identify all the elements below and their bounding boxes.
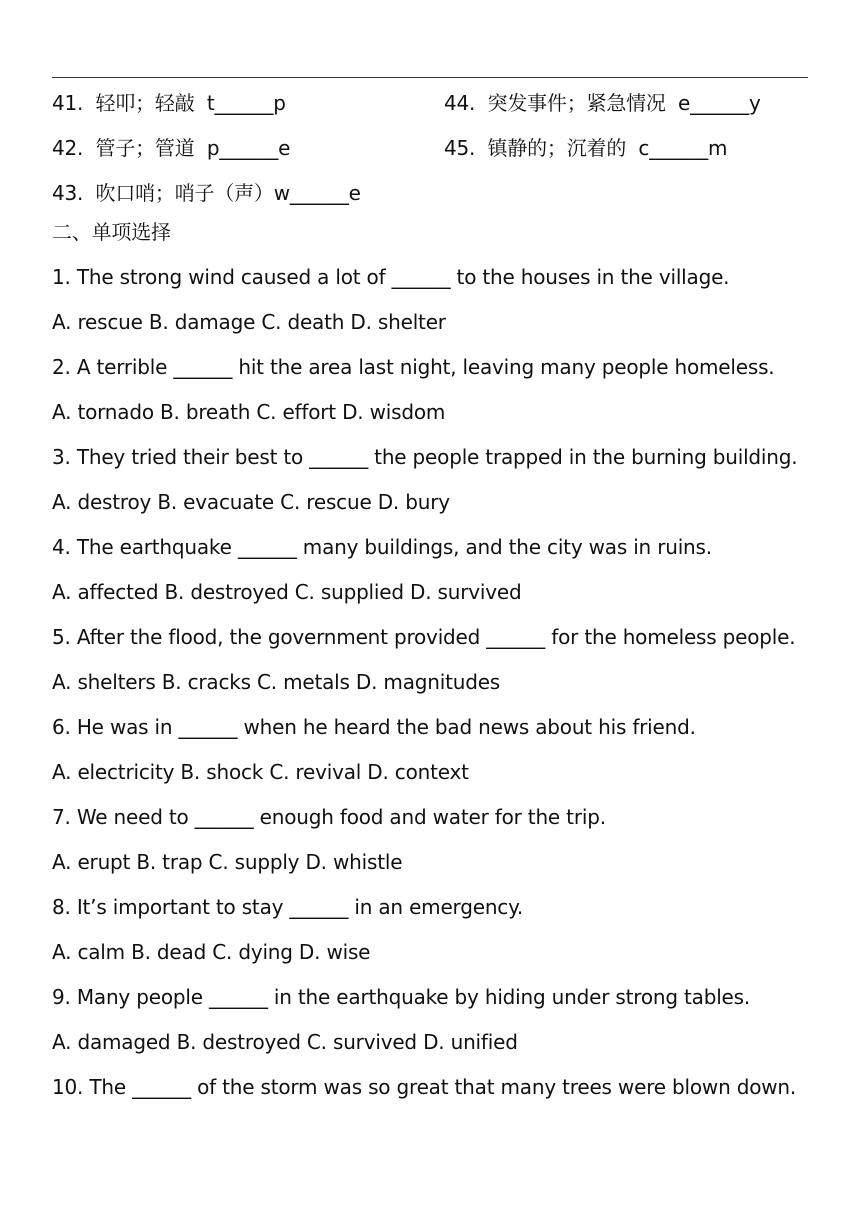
vocab-item-43: 43. 吹口哨；哨子（声）w______e — [52, 181, 361, 205]
vocab-item-45: 45. 镇静的；沉着的 c______m — [444, 136, 728, 160]
question-9-options: A. damaged B. destroyed C. survived D. unified — [52, 1030, 518, 1054]
top-divider — [52, 77, 808, 78]
question-7-options: A. erupt B. trap C. supply D. whistle — [52, 850, 403, 874]
question-9-stem: 9. Many people ______ in the earthquake by hiding under strong tables. — [52, 985, 751, 1009]
question-3-options: A. destroy B. evacuate C. rescue D. bury — [52, 490, 450, 514]
question-4-stem: 4. The earthquake ______ many buildings, and the city was in ruins. — [52, 535, 712, 559]
question-3-stem: 3. They tried their best to ______ the people trapped in the burning building. — [52, 445, 798, 469]
question-10-stem: 10. The ______ of the storm was so great that many trees were blown down. — [52, 1075, 797, 1099]
question-5-stem: 5. After the flood, the government provided ______ for the homeless people. — [52, 625, 796, 649]
question-1-stem: 1. The strong wind caused a lot of ______ to the houses in the village. — [52, 265, 730, 289]
section-title: 二、单项选择 — [52, 220, 171, 244]
question-1-options: A. rescue B. damage C. death D. shelter — [52, 310, 446, 334]
question-2-stem: 2. A terrible ______ hit the area last night, leaving many people homeless. — [52, 355, 775, 379]
question-8-stem: 8. It’s important to stay ______ in an emergency. — [52, 895, 524, 919]
question-6-stem: 6. He was in ______ when he heard the bad news about his friend. — [52, 715, 696, 739]
vocab-item-42: 42. 管子；管道 p______e — [52, 136, 291, 160]
question-8-options: A. calm B. dead C. dying D. wise — [52, 940, 371, 964]
question-2-options: A. tornado B. breath C. effort D. wisdom — [52, 400, 446, 424]
question-7-stem: 7. We need to ______ enough food and water for the trip. — [52, 805, 606, 829]
vocab-item-44: 44. 突发事件；紧急情况 e______y — [444, 91, 761, 115]
vocab-item-41: 41. 轻叩；轻敲 t______p — [52, 91, 286, 115]
question-6-options: A. electricity B. shock C. revival D. context — [52, 760, 469, 784]
question-4-options: A. affected B. destroyed C. supplied D. survived — [52, 580, 522, 604]
question-5-options: A. shelters B. cracks C. metals D. magnitudes — [52, 670, 501, 694]
